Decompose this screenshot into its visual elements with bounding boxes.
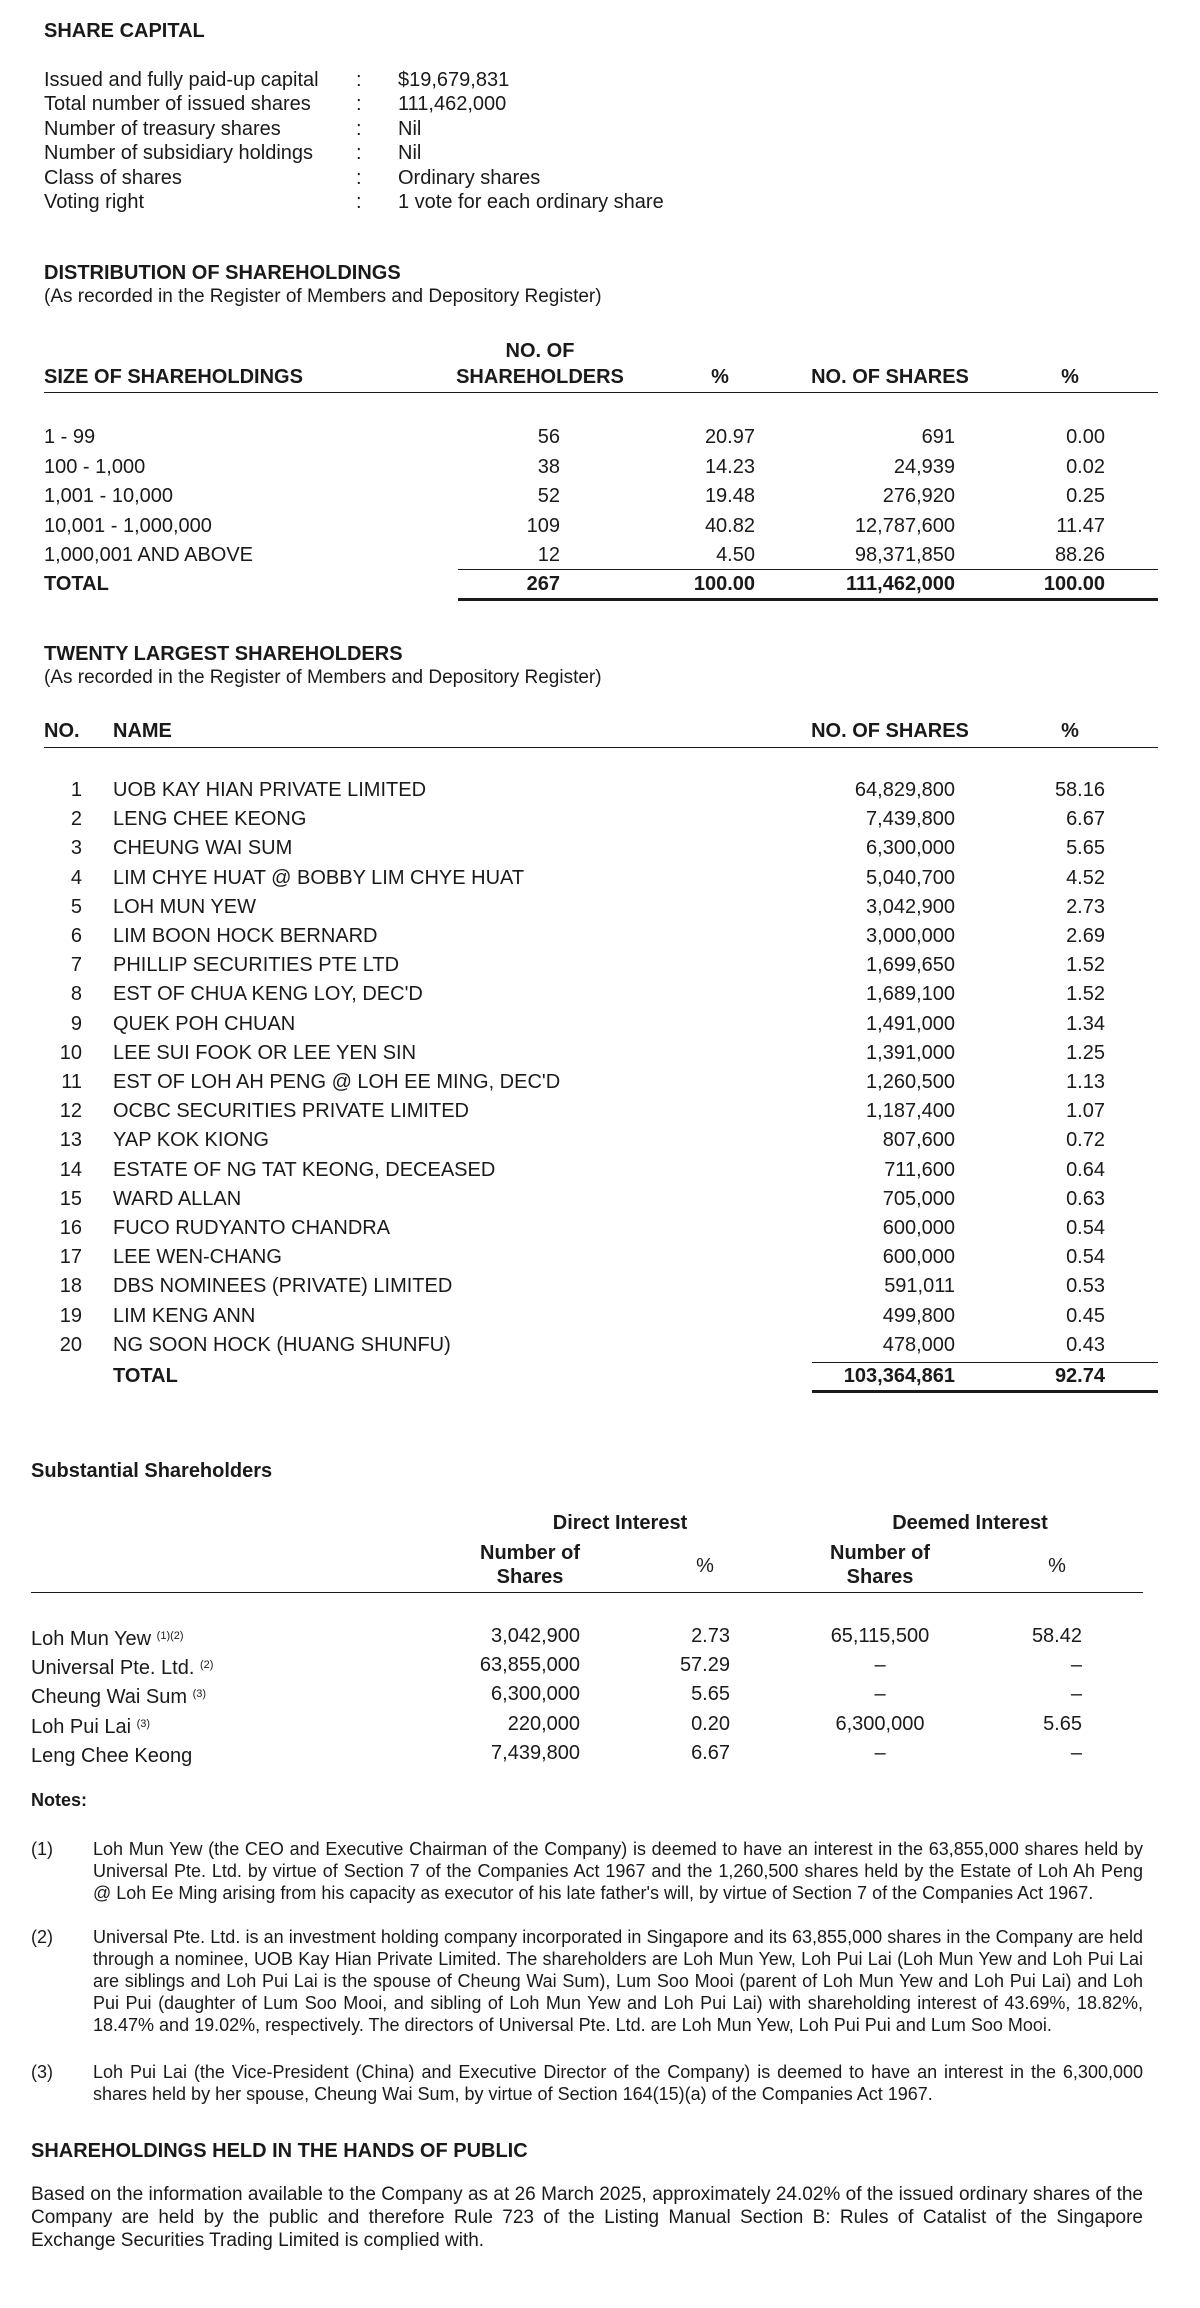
deemed-shares-header-1: Number of (830, 1542, 930, 1564)
shareholder-shares: 705,000 (882, 1187, 955, 1210)
substantial-name: Leng Chee Keong (31, 1744, 193, 1767)
shareholder-pct: 6.67 (1066, 808, 1105, 831)
shareholder-no: 11 (61, 1071, 82, 1093)
shareholder-row (0, 776, 1200, 804)
deemed-pct-header: % (1048, 1555, 1066, 1577)
shareholder-shares: 1,491,000 (866, 1012, 955, 1035)
share-capital-label: Number of subsidiary holdings (44, 142, 314, 165)
col-header-pct2: % (1061, 366, 1079, 388)
substantial-deemed-shares: – (874, 1683, 886, 1706)
twenty-largest-total-top-line (812, 1362, 1158, 1363)
shareholder-name: EST OF LOH AH PENG @ LOH EE MING, DEC'D (113, 1071, 561, 1093)
distribution-pct1: 20.97 (704, 426, 755, 448)
shareholder-shares: 3,042,900 (866, 895, 955, 918)
shareholder-pct: 5.65 (1066, 837, 1105, 860)
shareholder-name: OCBC SECURITIES PRIVATE LIMITED (113, 1100, 469, 1123)
share-capital-value: 111,462,000 (398, 93, 507, 116)
substantial-name-cell (31, 1739, 192, 1770)
shareholder-pct: 0.63 (1066, 1187, 1105, 1210)
shareholder-pct: 1.34 (1066, 1012, 1105, 1035)
shareholder-pct: 1.52 (1066, 954, 1105, 977)
direct-pct-header: % (696, 1555, 714, 1577)
distribution-size: 1,000,001 AND ABOVE (44, 544, 254, 566)
shareholder-no: 7 (70, 954, 82, 977)
shareholder-shares: 711,600 (884, 1158, 955, 1181)
substantial-deemed-shares: – (874, 1654, 886, 1677)
substantial-name: Universal Pte. Ltd. (31, 1657, 195, 1680)
substantial-direct-shares: 7,439,800 (491, 1741, 580, 1764)
distribution-row (0, 482, 1200, 510)
shareholder-name: YAP KOK KIONG (113, 1129, 269, 1152)
shareholder-shares: 499,800 (882, 1304, 955, 1327)
substantial-deemed-pct: 5.65 (1043, 1712, 1082, 1735)
shareholder-no: 9 (70, 1012, 82, 1035)
twenty-largest-total-bottom-line (812, 1390, 1158, 1393)
substantial-direct-shares: 6,300,000 (491, 1683, 580, 1706)
distribution-total-label: TOTAL (44, 573, 109, 595)
shareholder-shares: 807,600 (882, 1129, 955, 1152)
shareholder-row (0, 1010, 1200, 1038)
shareholder-shares: 7,439,800 (866, 808, 955, 831)
substantial-name-cell (31, 1710, 150, 1741)
shareholder-row (0, 951, 1200, 979)
shareholder-shares: 591,011 (884, 1275, 955, 1298)
shareholder-row (0, 1185, 1200, 1213)
twenty-largest-total-shares: 103,364,861 (843, 1365, 955, 1387)
share-capital-value: $19,679,831 (398, 69, 510, 91)
shareholder-row (0, 834, 1200, 862)
shareholder-no: 4 (70, 866, 82, 889)
col-header-size: SIZE OF SHAREHOLDINGS (44, 366, 303, 388)
shareholder-no: 10 (59, 1041, 82, 1064)
distribution-row (0, 423, 1200, 451)
substantial-deemed-pct: – (1070, 1741, 1082, 1764)
col-header-pct1: % (711, 366, 729, 388)
direct-interest-header: Direct Interest (552, 1512, 688, 1534)
substantial-name-cell (31, 1651, 213, 1682)
shareholder-row (0, 864, 1200, 892)
shareholder-name: LENG CHEE KEONG (113, 808, 307, 831)
substantial-direct-shares: 3,042,900 (491, 1625, 580, 1647)
distribution-pct2: 88.26 (1054, 544, 1105, 566)
distribution-size: 1 - 99 (44, 426, 96, 448)
shareholder-shares: 1,187,400 (866, 1100, 955, 1123)
shareholder-row (0, 922, 1200, 950)
substantial-row (0, 1622, 1200, 1650)
share-capital-label: Voting right (44, 191, 145, 213)
distribution-pct1: 4.50 (716, 544, 755, 566)
substantial-deemed-pct: – (1070, 1683, 1082, 1706)
shareholder-name: LIM BOON HOCK BERNARD (113, 925, 378, 947)
distribution-shares: 98,371,850 (854, 544, 955, 566)
shareholder-no: 20 (59, 1333, 82, 1356)
public-paragraph: Based on the information available to the Company as at 26 March 2025, approximately 24.02% of the issued ordinary shares of the Company are held by the public and therefore Rule 723 of the Listing Manual Section B: Rules of Catalist of the Singapore Exchange Securities Trading Limited is complied with. (31, 2184, 1143, 2251)
shareholder-row (0, 1331, 1200, 1359)
twenty-largest-total-pct: 92.74 (1054, 1365, 1105, 1387)
shareholder-name: LOH MUN YEW (113, 895, 256, 918)
distribution-pct2: 0.00 (1066, 426, 1105, 448)
note-text: Loh Mun Yew (the CEO and Executive Chairman of the Company) is deemed to have an interest in the 63,855,000 shares held by Universal Pte. Ltd. by virtue of Section 7 of the Companies Act 1967 and the 1,260,500 shares held by the Estate of Loh Ah Peng @ Loh Ee Ming arising from his capacity as executor of his late father's will, by virtue of Section 7 of the Companies Act 1967. (93, 1839, 1143, 1903)
shareholder-shares: 478,000 (882, 1333, 955, 1356)
substantial-deemed-pct: – (1070, 1654, 1082, 1677)
share-capital-row (0, 188, 1200, 216)
substantial-name-cell (31, 1622, 184, 1653)
shareholder-name: FUCO RUDYANTO CHANDRA (113, 1217, 391, 1239)
twenty-largest-total-row (0, 1362, 1200, 1390)
substantial-name: Cheung Wai Sum (31, 1686, 187, 1709)
distribution-row (0, 541, 1200, 569)
substantial-row (0, 1710, 1200, 1738)
distribution-shares: 691 (921, 426, 955, 448)
substantial-footnote-ref: (3) (136, 1717, 151, 1730)
shareholder-shares: 1,260,500 (866, 1071, 955, 1093)
share-capital-label: Class of shares (44, 166, 182, 189)
shareholder-row (0, 1068, 1200, 1096)
substantial-footnote-ref: (1)(2) (156, 1630, 184, 1642)
shareholder-name: PHILLIP SECURITIES PTE LTD (113, 954, 400, 977)
twenty-largest-subtitle: (As recorded in the Register of Members and Depository Register) (44, 667, 602, 688)
shareholder-pct: 4.52 (1066, 866, 1105, 889)
distribution-row (0, 512, 1200, 540)
notes-title: Notes: (31, 1790, 88, 1810)
shareholder-row (0, 980, 1200, 1008)
share-capital-value: 1 vote for each ordinary share (398, 191, 664, 213)
distribution-holders: 56 (537, 426, 560, 448)
shareholder-row (0, 1214, 1200, 1242)
note-text: Loh Pui Lai (the Vice-President (China) and Executive Director of the Company) is deemed to have an interest in the 6,300,000 shares held by her spouse, Cheung Wai Sum, by virtue of Section 164(15)(a) of the Companies Act 1967. (93, 2062, 1143, 2104)
shareholder-pct: 58.16 (1054, 779, 1105, 801)
shareholder-pct: 1.25 (1066, 1041, 1105, 1064)
col-header-holders-2: SHAREHOLDERS (456, 366, 624, 388)
share-capital-separator: : (356, 142, 362, 165)
shareholder-row (0, 1156, 1200, 1184)
shareholder-shares: 1,391,000 (866, 1041, 955, 1064)
substantial-name-cell (31, 1680, 206, 1711)
share-capital-title: SHARE CAPITAL (44, 20, 205, 42)
distribution-total-holders: 267 (526, 573, 560, 595)
shareholder-pct: 0.54 (1066, 1217, 1105, 1239)
shareholder-no: 3 (70, 837, 82, 860)
distribution-title: DISTRIBUTION OF SHAREHOLDINGS (44, 262, 401, 284)
distribution-holders: 52 (537, 485, 560, 507)
shareholder-pct: 1.52 (1066, 983, 1105, 1006)
substantial-name: Loh Mun Yew (31, 1628, 152, 1650)
distribution-pct2: 11.47 (1056, 514, 1105, 537)
col-header-holders-1: NO. OF (505, 340, 575, 362)
shareholder-no: 19 (59, 1304, 82, 1327)
substantial-title: Substantial Shareholders (31, 1460, 273, 1482)
substantial-direct-pct: 57.29 (679, 1654, 730, 1677)
share-capital-separator: : (356, 69, 362, 91)
note-number: (2) (31, 1927, 53, 1947)
distribution-total-pct2: 100.00 (1043, 573, 1105, 595)
substantial-direct-pct: 0.20 (691, 1712, 730, 1735)
col-header-tl-pct: % (1061, 720, 1079, 742)
substantial-direct-pct: 6.67 (691, 1741, 730, 1764)
deemed-interest-header: Deemed Interest (892, 1512, 1048, 1534)
shareholder-row (0, 1039, 1200, 1067)
shareholder-no: 18 (59, 1275, 82, 1298)
distribution-total-shares: 111,462,000 (845, 573, 955, 595)
shareholder-shares: 600,000 (882, 1246, 955, 1269)
substantial-footnote-ref: (2) (199, 1659, 214, 1672)
twenty-largest-title: TWENTY LARGEST SHAREHOLDERS (44, 643, 403, 665)
substantial-row (0, 1680, 1200, 1708)
note-text: Universal Pte. Ltd. is an investment holding company incorporated in Singapore and its 63,855,000 shares in the Company are held through a nominee, UOB Kay Hian Private Limited. The shareholders are Loh Mun Yew, Loh Pui Lai (Loh Mun Yew and Loh Pui Lai are siblings and Loh Pui Lai is the spouse of Cheung Wai Sum), Lum Soo Mooi (parent of Loh Mun Yew and Loh Pui Lai) and Loh Pui Pui (daughter of Lum Soo Mooi, and sibling of Loh Mun Yew and Loh Pui Lai) with shareholding interest of 43.69%, 18.82%, 18.47% and 19.02%, respectively. The directors of Universal Pte. Ltd. are Loh Mun Yew, Loh Pui Pui and Lum Soo Mooi. (93, 1927, 1143, 2035)
shareholder-shares: 600,000 (882, 1217, 955, 1239)
shareholder-no: 5 (70, 895, 82, 918)
shareholder-no: 6 (70, 925, 82, 947)
col-header-name: NAME (113, 720, 172, 742)
shareholder-name: QUEK POH CHUAN (113, 1012, 296, 1035)
share-capital-value: Ordinary shares (398, 166, 541, 189)
distribution-pct1: 19.48 (704, 485, 755, 507)
share-capital-separator: : (356, 191, 362, 213)
shareholder-pct: 0.43 (1066, 1333, 1105, 1356)
shareholder-no: 15 (59, 1187, 82, 1210)
substantial-deemed-shares: – (874, 1741, 886, 1764)
shareholder-shares: 5,040,700 (866, 866, 955, 889)
substantial-name: Loh Pui Lai (31, 1715, 132, 1738)
shareholder-no: 14 (59, 1158, 82, 1181)
distribution-holders: 12 (537, 544, 560, 566)
shareholder-no: 16 (59, 1217, 82, 1239)
distribution-shares: 24,939 (893, 455, 955, 478)
public-title: SHAREHOLDINGS HELD IN THE HANDS OF PUBLIC (31, 2140, 528, 2162)
col-header-no: NO. (44, 720, 80, 742)
col-header-shares: NO. OF SHARES (811, 366, 969, 388)
distribution-size: 1,001 - 10,000 (44, 485, 173, 507)
shareholder-name: NG SOON HOCK (HUANG SHUNFU) (113, 1333, 451, 1356)
shareholder-name: EST OF CHUA KENG LOY, DEC'D (113, 983, 423, 1006)
shareholder-name: LIM KENG ANN (113, 1304, 256, 1327)
distribution-pct1: 40.82 (704, 514, 755, 537)
note-number: (1) (31, 1839, 53, 1859)
shareholder-pct: 1.13 (1066, 1071, 1105, 1093)
distribution-subtitle: (As recorded in the Register of Members and Depository Register) (44, 286, 602, 307)
substantial-footnote-ref: (3) (192, 1688, 207, 1701)
twenty-largest-header-divider (44, 747, 1158, 748)
shareholder-pct: 2.69 (1066, 925, 1105, 947)
shareholder-name: ESTATE OF NG TAT KEONG, DECEASED (113, 1158, 496, 1181)
distribution-header-divider (44, 392, 1158, 393)
distribution-pct2: 0.25 (1066, 485, 1105, 507)
distribution-total-row (0, 570, 1200, 598)
substantial-deemed-pct: 58.42 (1031, 1625, 1082, 1647)
shareholder-name: LIM CHYE HUAT @ BOBBY LIM CHYE HUAT (113, 866, 525, 889)
substantial-direct-pct: 5.65 (691, 1683, 730, 1706)
distribution-size: 10,001 - 1,000,000 (44, 514, 212, 537)
shareholder-row (0, 1272, 1200, 1300)
distribution-shares: 12,787,600 (854, 514, 955, 537)
shareholder-row (0, 805, 1200, 833)
distribution-pct2: 0.02 (1066, 455, 1105, 478)
direct-shares-header-1: Number of (480, 1542, 580, 1564)
distribution-pct1: 14.23 (704, 455, 755, 478)
direct-shares-header-2: Shares (496, 1566, 564, 1588)
distribution-holders: 109 (526, 514, 560, 537)
shareholder-pct: 0.53 (1066, 1275, 1105, 1298)
shareholder-no: 13 (59, 1129, 82, 1152)
substantial-deemed-shares: 65,115,500 (830, 1625, 930, 1647)
substantial-deemed-shares: 6,300,000 (835, 1712, 925, 1735)
distribution-holders: 38 (537, 455, 560, 478)
shareholder-name: LEE WEN-CHANG (113, 1246, 282, 1269)
shareholder-shares: 1,689,100 (866, 983, 955, 1006)
shareholder-no: 2 (70, 808, 82, 831)
substantial-row (0, 1651, 1200, 1679)
substantial-direct-shares: 220,000 (507, 1712, 580, 1735)
shareholder-pct: 0.45 (1066, 1304, 1105, 1327)
shareholder-shares: 6,300,000 (866, 837, 955, 860)
twenty-largest-total-label: TOTAL (113, 1365, 178, 1387)
shareholder-shares: 64,829,800 (854, 779, 955, 801)
distribution-size: 100 - 1,000 (44, 455, 146, 478)
shareholder-shares: 3,000,000 (866, 925, 955, 947)
distribution-total-pct1: 100.00 (693, 573, 755, 595)
substantial-header-divider (31, 1592, 1143, 1593)
shareholder-row (0, 893, 1200, 921)
note-number: (3) (31, 2062, 53, 2082)
shareholder-row (0, 1097, 1200, 1125)
shareholder-pct: 0.72 (1066, 1129, 1105, 1152)
distribution-row (0, 453, 1200, 481)
shareholder-row (0, 1302, 1200, 1330)
shareholder-pct: 1.07 (1066, 1100, 1105, 1123)
share-capital-value: Nil (398, 142, 422, 165)
shareholder-no: 17 (59, 1246, 82, 1269)
shareholder-pct: 0.54 (1066, 1246, 1105, 1269)
shareholder-row (0, 1243, 1200, 1271)
share-capital-separator: : (356, 117, 362, 140)
shareholder-no: 12 (59, 1100, 82, 1123)
share-capital-label: Issued and fully paid-up capital (44, 69, 319, 91)
share-capital-separator: : (356, 93, 362, 116)
shareholder-pct: 0.64 (1066, 1158, 1105, 1181)
share-capital-label: Number of treasury shares (44, 117, 281, 140)
col-header-tl-shares: NO. OF SHARES (811, 720, 969, 742)
shareholder-name: UOB KAY HIAN PRIVATE LIMITED (113, 779, 427, 801)
share-capital-separator: : (356, 166, 362, 189)
substantial-row (0, 1739, 1200, 1767)
distribution-shares: 276,920 (882, 485, 955, 507)
shareholder-row (0, 1126, 1200, 1154)
shareholder-no: 1 (70, 779, 82, 801)
shareholder-name: WARD ALLAN (113, 1187, 242, 1210)
shareholder-name: CHEUNG WAI SUM (113, 837, 293, 860)
distribution-total-bottom-line (458, 598, 1158, 601)
shareholder-name: LEE SUI FOOK OR LEE YEN SIN (113, 1041, 417, 1064)
distribution-total-top-line (458, 569, 1158, 570)
share-capital-label: Total number of issued shares (44, 93, 311, 116)
shareholder-pct: 2.73 (1066, 895, 1105, 918)
share-capital-value: Nil (398, 117, 422, 140)
shareholder-name: DBS NOMINEES (PRIVATE) LIMITED (113, 1275, 453, 1298)
shareholder-no: 8 (70, 983, 82, 1006)
shareholder-shares: 1,699,650 (866, 954, 955, 977)
substantial-direct-pct: 2.73 (691, 1625, 730, 1647)
deemed-shares-header-2: Shares (846, 1566, 914, 1588)
substantial-direct-shares: 63,855,000 (479, 1654, 580, 1677)
